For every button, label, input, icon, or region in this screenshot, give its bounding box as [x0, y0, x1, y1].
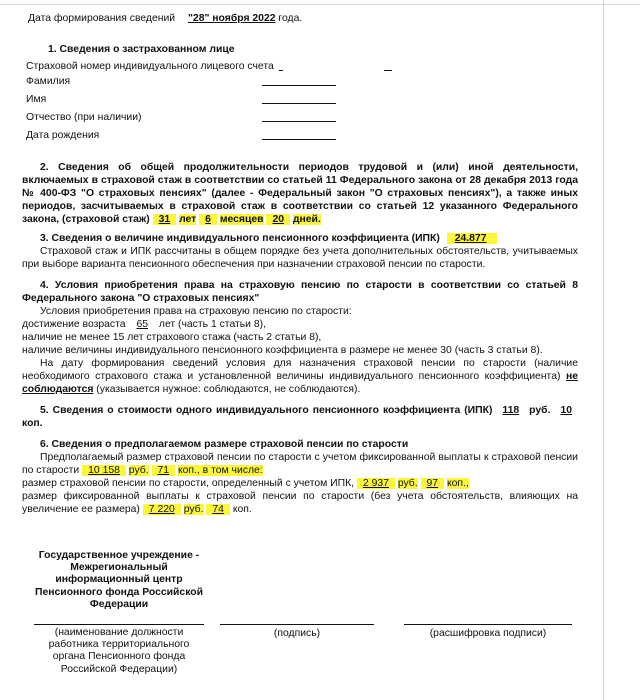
- fixed-part-kop: 74: [206, 504, 230, 515]
- field-name: [22, 91, 578, 109]
- section2-title: 2. Сведения об общей продолжительности периодов трудовой и (или) иной деятельности, включаемых в страховой стаж в соответствии со статьей 11 Федерального закона от 28 декабря 2013 года № 400-ФЗ "О страховых пенсиях" (далее - Федеральный закон "О страховых пенсиях"), а также иных периодов, засчитываемых в страховой стаж в соответствии со статьей 12 указанного Федерального закона, (страховой стаж): [22, 162, 578, 225]
- field-label: Отчество (при наличии): [26, 112, 142, 123]
- section4-intro: Условия приобретения права на страховую пенсию по старости:: [40, 306, 352, 317]
- org-name: Государственное учреждение - Межрегиональный информационный центр Пенсионного фонда Российской Федерации: [35, 550, 203, 610]
- ipk-part-rub: 2 937: [357, 478, 395, 489]
- field-blank: [262, 121, 336, 122]
- signature-line: [220, 624, 374, 625]
- formation-date-line: [22, 12, 578, 25]
- section4-status: [22, 357, 578, 396]
- age-condition: [22, 318, 578, 331]
- section2-block: [22, 161, 578, 226]
- section4-title: 4. Условия приобретения права на страховую пенсию по старости в соответствии со статьей 8 Федерального закона "О страховых пенсиях": [22, 280, 578, 304]
- total-kop-label: коп., в том числе:: [177, 465, 263, 476]
- section5-title: 5. Сведения о стоимости одного индивидуального пенсионного коэффициента (ИПК): [40, 405, 493, 416]
- document-page: [22, 12, 578, 516]
- org-line: [34, 624, 204, 625]
- snils-label: Страховой номер индивидуального лицевого счета: [26, 61, 274, 72]
- ipk-cost-kop: 10: [560, 405, 572, 416]
- page-right-border: [603, 0, 604, 700]
- stazh-condition: наличие не менее 15 лет страхового стажа (часть 2 статьи 8),: [22, 332, 322, 343]
- stazh-years: 31: [153, 214, 177, 225]
- snils-line: [22, 60, 578, 73]
- ipk-value: 24.877: [447, 233, 497, 244]
- ipk-part-rub-label: руб.: [397, 478, 418, 489]
- decode-caption: (расшифровка подписи): [429, 628, 547, 639]
- ipk-condition: наличие величины индивидуального пенсионного коэффициента в размере не менее 30 (часть 3 статьи 8).: [22, 345, 543, 356]
- pension-ipk-line: [22, 477, 578, 490]
- decode-line: [404, 624, 572, 625]
- stazh-months-label: месяцев: [219, 214, 264, 225]
- section3-title-line: [22, 232, 578, 245]
- age-label: достижение возраста: [22, 319, 126, 330]
- total-rub-label: руб.: [128, 465, 149, 476]
- fixed-part-kop-label: коп.: [232, 504, 252, 515]
- snils-blank: [279, 60, 283, 71]
- pension-fixed-line: [22, 490, 578, 516]
- age-value: 65: [136, 319, 148, 330]
- field-label: Дата рождения: [26, 130, 100, 141]
- stazh-days-label: дней.: [292, 214, 321, 225]
- snils-value-blank: [384, 60, 392, 71]
- total-kop: 71: [152, 465, 176, 476]
- stazh-years-label: лет: [179, 214, 197, 225]
- total-text: Предполагаемый размер страховой пенсии по старости с учетом фиксированной выплаты к страховой пенсии по старости: [22, 452, 578, 476]
- signature-block: [22, 550, 578, 700]
- stazh-days: 20: [266, 214, 290, 225]
- status-text: На дату формирования сведений условия для назначения страховой пенсии по старости (наличие необходимого страхового стажа и установленной величины индивидуального пенсионного коэффициента): [22, 358, 578, 382]
- field-blank: [262, 103, 336, 104]
- field-blank: [262, 139, 336, 140]
- section1-title: 1. Сведения о застрахованном лице: [48, 44, 235, 55]
- status-note: (указывается нужное: соблюдаются, не соблюдаются).: [96, 384, 361, 395]
- fixed-part-rub-label: руб.: [183, 504, 204, 515]
- section6-title: 6. Сведения о предполагаемом размере страховой пенсии по старости: [40, 439, 409, 450]
- field-surname: [22, 73, 578, 91]
- section3-text: Страховой стаж и ИПК рассчитаны в общем порядке без учета дополнительных обстоятельств, учитываемых при выборе варианта пенсионного обеспечения при назначении страховой пенсии по старости.: [22, 246, 578, 270]
- section3-title: 3. Сведения о величине индивидуального пенсионного коэффициента (ИПК): [40, 233, 440, 244]
- status-value: не соблюдаются: [22, 371, 579, 395]
- ipk-part-kop-label: коп.,: [446, 478, 469, 489]
- ipk-cost-rub: 118: [502, 405, 520, 416]
- age-suffix: лет (часть 1 статьи 8),: [158, 319, 266, 330]
- ipk-cost-kop-label: коп.: [22, 418, 43, 429]
- date-value: "28" ноября 2022: [187, 13, 276, 24]
- section5-block: [22, 404, 578, 430]
- date-suffix: года.: [278, 13, 303, 24]
- field-label: Фамилия: [26, 76, 71, 87]
- org-caption: (наименование должности работника территориального органа Пенсионного фонда Российской Федерации): [48, 627, 190, 675]
- ipk-part-text: размер страховой пенсии по старости, определенный с учетом ИПК,: [22, 478, 355, 489]
- field-patronymic: [22, 109, 578, 127]
- pension-total-line: [22, 451, 578, 477]
- signature-caption: (подпись): [273, 628, 321, 639]
- page-top-border: [0, 4, 640, 5]
- field-label: Имя: [26, 94, 47, 105]
- fixed-part-rub: 7 220: [143, 504, 181, 515]
- total-rub: 10 158: [82, 465, 126, 476]
- fixed-part-text: размер фиксированной выплаты к страховой пенсии по старости (без учета обстоятельств, влияющих на увеличение ее размера): [22, 491, 578, 515]
- field-birthdate: [22, 127, 578, 145]
- ipk-cost-rub-label: руб.: [529, 405, 551, 416]
- ipk-part-kop: 97: [421, 478, 445, 489]
- date-label: Дата формирования сведений: [28, 13, 176, 24]
- stazh-months: 6: [199, 214, 217, 225]
- field-blank: [262, 85, 336, 86]
